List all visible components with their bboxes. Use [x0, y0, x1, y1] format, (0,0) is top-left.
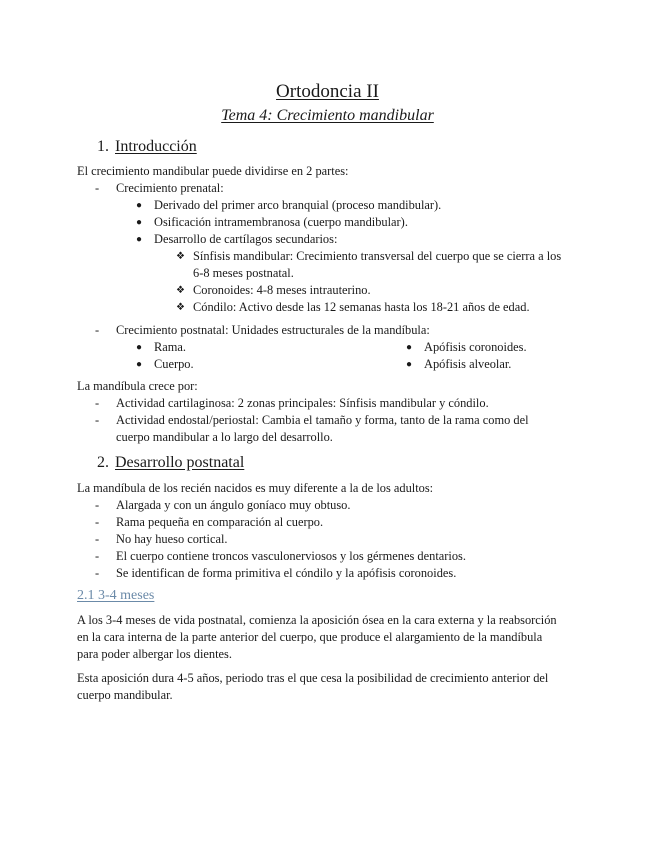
section-heading-introduccion: [97, 137, 197, 157]
list-item: Se identifican de forma primitiva el cóndilo y la apófisis coronoides.: [116, 566, 457, 580]
dash-marker: -: [95, 532, 100, 546]
paragraph-line: A los 3-4 meses de vida postnatal, comienza la aposición ósea en la cara externa y la reabsorción: [77, 613, 557, 627]
list-item: Desarrollo de cartílagos secundarios:: [154, 232, 338, 246]
section-heading-desarrollo-postnatal: [97, 453, 244, 473]
list-item: Crecimiento prenatal:: [116, 181, 224, 195]
list-item: Rama.: [154, 340, 186, 354]
paragraph-line: cuerpo mandibular.: [77, 688, 173, 702]
dash-marker: -: [95, 181, 100, 195]
bullet-marker: ●: [136, 342, 143, 353]
list-item: Osificación intramembranosa (cuerpo mandibular).: [154, 215, 408, 229]
bullet-marker: ●: [406, 342, 413, 353]
section-number: 2.: [97, 454, 109, 471]
dash-marker: -: [95, 566, 100, 580]
list-item: Cóndilo: Activo desde las 12 semanas hasta los 18-21 años de edad.: [193, 300, 530, 314]
diamond-marker: ❖: [176, 285, 185, 296]
bullet-marker: ●: [136, 200, 143, 211]
diamond-marker: ❖: [176, 302, 185, 313]
list-item: Sínfisis mandibular: Crecimiento transversal del cuerpo que se cierra a los: [193, 249, 562, 263]
list-item: No hay hueso cortical.: [116, 532, 228, 546]
list-item: Apófisis coronoides.: [424, 340, 527, 354]
list-item: Cuerpo.: [154, 357, 194, 371]
paragraph: El crecimiento mandibular puede dividirse en 2 partes:: [77, 164, 349, 178]
dash-marker: -: [95, 549, 100, 563]
bullet-marker: ●: [136, 359, 143, 370]
section-title: Introducción: [115, 138, 197, 155]
list-item: Rama pequeña en comparación al cuerpo.: [116, 515, 324, 529]
section-number: 1.: [97, 138, 109, 155]
document-title: Ortodoncia II: [276, 81, 379, 102]
section-title: Desarrollo postnatal: [115, 454, 245, 471]
paragraph-line: en la cara interna de la parte anterior del cuerpo, que produce el alargamiento de la mandíbula: [77, 630, 543, 644]
paragraph: La mandíbula crece por:: [77, 379, 198, 393]
dash-marker: -: [95, 515, 100, 529]
dash-marker: -: [95, 413, 100, 427]
bullet-marker: ●: [136, 217, 143, 228]
document-subtitle: Tema 4: Crecimiento mandibular: [221, 107, 434, 124]
list-item: Actividad endostal/periostal: Cambia el tamaño y forma, tanto de la rama como del: [116, 413, 529, 427]
paragraph: La mandíbula de los recién nacidos es muy diferente a la de los adultos:: [77, 481, 434, 495]
dash-marker: -: [95, 498, 100, 512]
list-item: Apófisis alveolar.: [424, 357, 512, 371]
diamond-marker: ❖: [176, 251, 185, 262]
dash-marker: -: [95, 396, 100, 410]
list-item: Alargada y con un ángulo goníaco muy obtuso.: [116, 498, 351, 512]
dash-marker: -: [95, 323, 100, 337]
paragraph-line: Esta aposición dura 4-5 años, periodo tras el que cesa la posibilidad de crecimiento anterior del: [77, 671, 549, 685]
list-item-continuation: 6-8 meses postnatal.: [193, 266, 294, 280]
paragraph-line: para poder albergar los dientes.: [77, 647, 232, 661]
subsection-heading: 2.1 3-4 meses: [77, 588, 155, 603]
list-item: Coronoides: 4-8 meses intrauterino.: [193, 283, 371, 297]
list-item: Actividad cartilaginosa: 2 zonas principales: Sínfisis mandibular y cóndilo.: [116, 396, 489, 410]
bullet-marker: ●: [136, 234, 143, 245]
bullet-marker: ●: [406, 359, 413, 370]
list-item: Derivado del primer arco branquial (proceso mandibular).: [154, 198, 442, 212]
list-item: Crecimiento postnatal: Unidades estructurales de la mandíbula:: [116, 323, 430, 337]
list-item-continuation: cuerpo mandibular a lo largo del desarrollo.: [116, 430, 333, 444]
list-item: El cuerpo contiene troncos vasculonerviosos y los gérmenes dentarios.: [116, 549, 466, 563]
